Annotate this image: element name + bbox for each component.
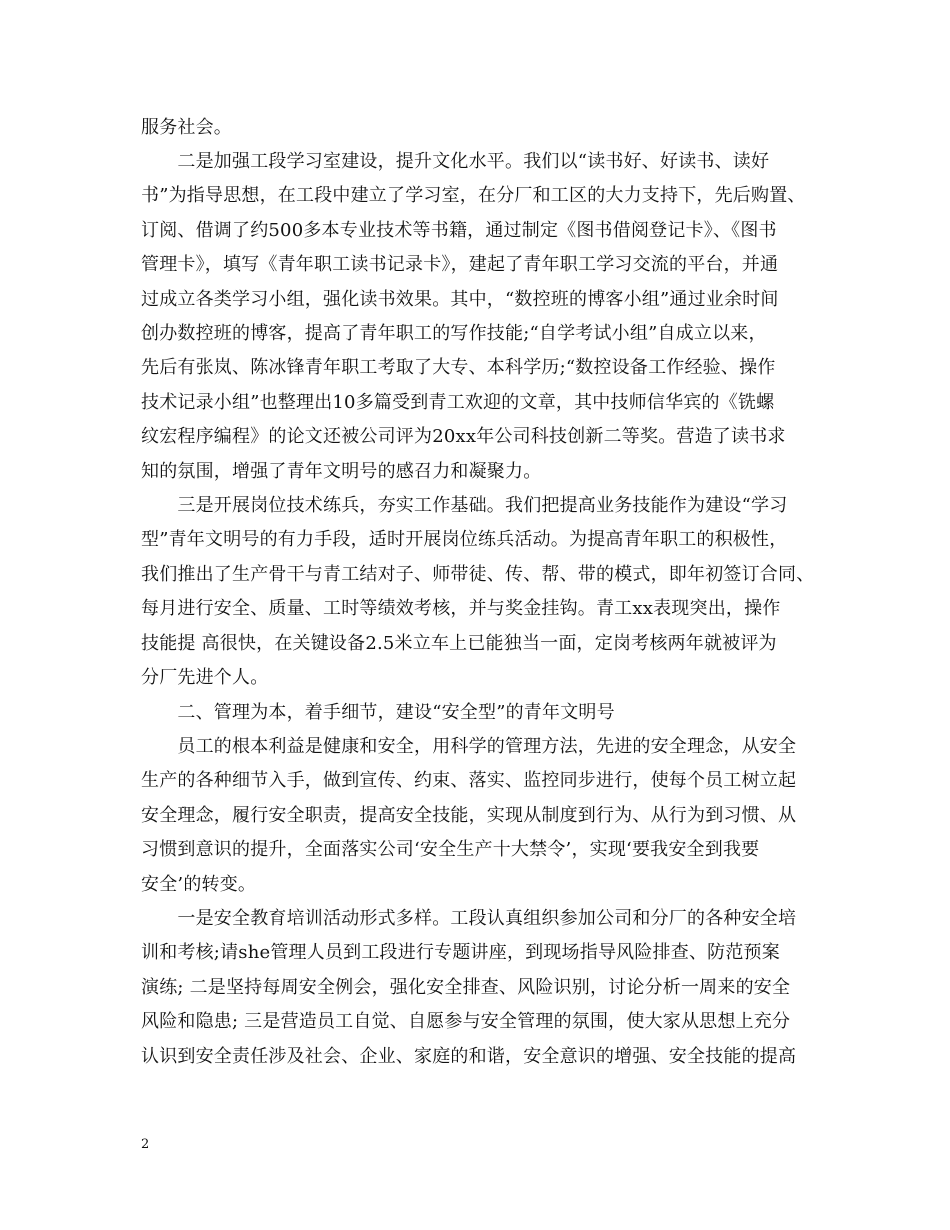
section-heading: 二、管理为本，着手细节，建设“安全型”的青年文明号	[141, 702, 615, 723]
body-text-line: 安全’的转变。	[141, 874, 257, 895]
body-text-line: 服务社会。	[141, 117, 232, 138]
body-text-line: 生产的各种细节入手，做到宣传、约束、落实、监控同步进行，使每个员工树立起	[141, 770, 797, 791]
body-text-line: 管理卡》，填写《青年职工读书记录卡》，建起了青年职工学习交流的平台，并通	[141, 254, 779, 275]
body-text-line: 每月进行安全、质量、工时等绩效考核，并与奖金挂钩。青工xx表现突出，操作	[141, 598, 781, 619]
body-text-line: 安全理念，履行安全职责，提高安全技能，实现从制度到行为、从行为到习惯、从	[141, 805, 797, 826]
body-text-line: 认识到安全责任涉及社会、企业、家庭的和谐，安全意识的增强、安全技能的提高	[141, 1046, 797, 1067]
body-text-line: 技能提 高很快，在关键设备2.5米立车上已能独当一面，定岗考核两年就被评为	[141, 633, 777, 654]
body-text-line: 分厂先进个人。	[141, 667, 269, 688]
body-text-line: 先后有张岚、陈冰锋青年职工考取了大专、本科学历;“数控设备工作经验、操作	[141, 357, 776, 378]
page-number: 2	[141, 1137, 150, 1152]
body-text-line: 订阅、借调了约500多本专业技术等书籍，通过制定《图书借阅登记卡》、《图书	[141, 220, 777, 241]
body-text-line: 书”为指导思想，在工段中建立了学习室，在分厂和工区的大力支持下，先后购置、	[141, 185, 806, 206]
body-text-line: 二是加强工段学习室建设，提升文化水平。我们以“读书好、好读书、读好	[141, 151, 770, 172]
body-text-line: 训和考核;请she管理人员到工段进行专题讲座，到现场指导风险排查、防范预案	[141, 942, 780, 963]
body-text-line: 技术记录小组”也整理出10多篇受到青工欢迎的文章，其中技师信华宾的《铣螺	[141, 392, 775, 413]
body-text-line: 过成立各类学习小组，强化读书效果。其中，“数控班的博客小组”通过业余时间	[141, 289, 779, 310]
body-text-line: 纹宏程序编程》的论文还被公司评为20xx年公司科技创新二等奖。营造了读书求	[141, 426, 786, 447]
body-text-line: 创办数控班的博客，提高了青年职工的写作技能;“自学考试小组”自成立以来，	[141, 323, 767, 344]
body-text-line: 型”青年文明号的有力手段，适时开展岗位练兵活动。为提高青年职工的积极性，	[141, 529, 788, 550]
body-text-line: 我们推出了生产骨干与青工结对子、师带徒、传、帮、带的模式，即年初签订合同、	[141, 564, 815, 585]
body-text-line: 一是安全教育培训活动形式多样。工段认真组织参加公司和分厂的各种安全培	[141, 908, 797, 929]
body-text-line: 员工的根本利益是健康和安全，用科学的管理方法，先进的安全理念，从安全	[141, 736, 797, 757]
body-text-line: 三是开展岗位技术练兵，夯实工作基础。我们把提高业务技能作为建设“学习	[141, 495, 788, 516]
body-text-line: 风险和隐患; 三是营造员工自觉、自愿参与安全管理的氛围，使大家从思想上充分	[141, 1011, 791, 1032]
body-text-line: 演练; 二是坚持每周安全例会，强化安全排查、风险识别，讨论分析一周来的安全	[141, 977, 791, 998]
body-text-line: 知的氛围，增强了青年文明号的感召力和凝聚力。	[141, 461, 542, 482]
body-text-line: 习惯到意识的提升，全面落实公司‘安全生产十大禁令’，实现‘要我安全到我要	[141, 839, 760, 860]
